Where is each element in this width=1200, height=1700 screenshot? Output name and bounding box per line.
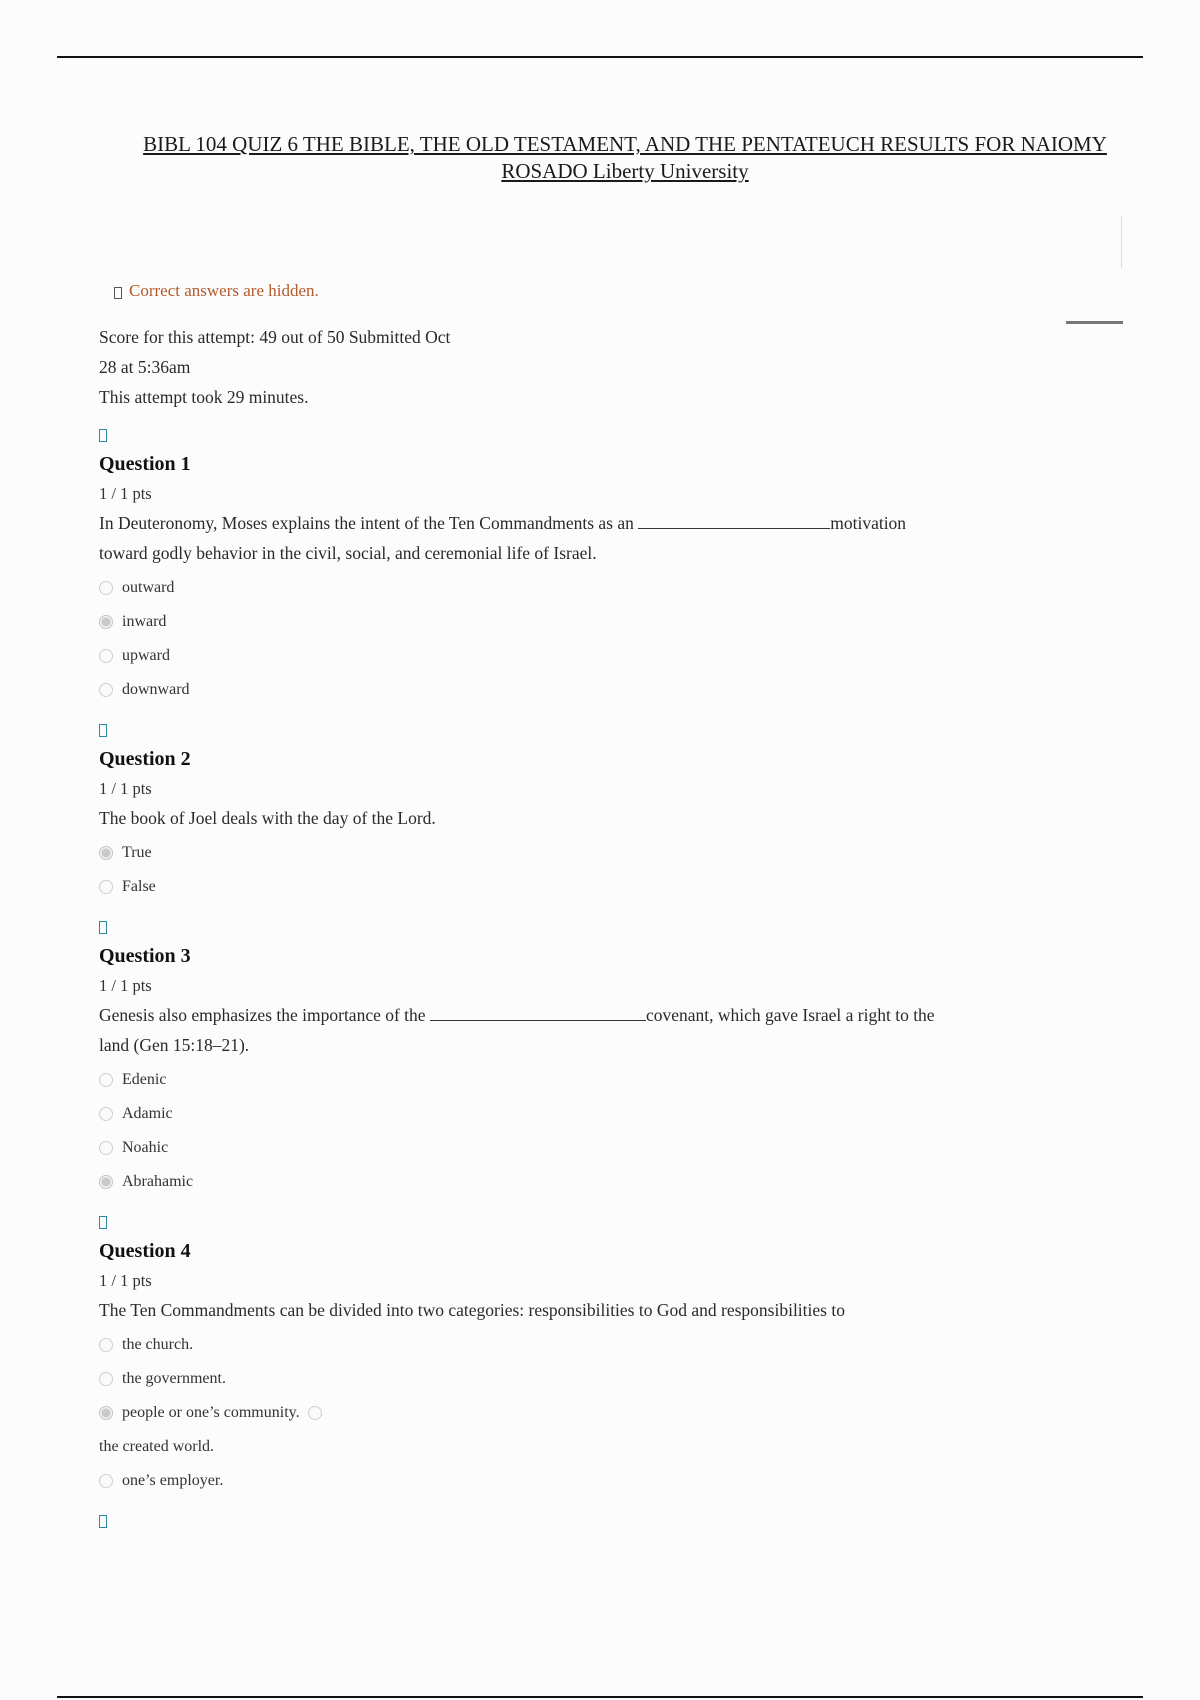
question-title: Question 3 (99, 945, 191, 967)
answer-blank (430, 1002, 646, 1021)
option-label: False (122, 878, 156, 895)
question-text-after: motivation (830, 513, 907, 533)
side-mark (1121, 216, 1122, 268)
answer-option[interactable] (99, 1097, 1059, 1131)
radio-button-selected[interactable] (99, 1175, 113, 1189)
option-label: inward (122, 613, 167, 630)
question-4 (99, 1206, 1059, 1535)
radio-button[interactable] (99, 581, 113, 595)
question-text: The Ten Commandments can be divided into two categories: responsibilities to God and responsibilities to (99, 1300, 845, 1320)
option-label: Abrahamic (122, 1173, 194, 1190)
question-text (99, 508, 1059, 538)
question-text-after: covenant, which gave Israel a right to the (645, 1005, 935, 1025)
question-points: 1 / 1 pts (99, 484, 152, 503)
answer-option-label: the created world. (99, 1438, 215, 1455)
answer-blank (638, 510, 830, 529)
option-label: one’s employer. (122, 1472, 224, 1489)
radio-button[interactable] (99, 1107, 113, 1121)
radio-button[interactable] (99, 683, 113, 697)
answer-option[interactable] (99, 571, 1059, 605)
question-text-before: Genesis also emphasizes the importance of the (99, 1005, 426, 1025)
option-label: upward (122, 647, 170, 664)
radio-button[interactable] (99, 1338, 113, 1352)
option-label: Edenic (122, 1071, 167, 1088)
answer-option[interactable] (99, 1396, 1059, 1430)
score-line: Score for this attempt: 49 out of 50 Submitted Oct (99, 327, 451, 347)
option-label: Noahic (122, 1139, 169, 1156)
question-title: Question 1 (99, 453, 191, 475)
top-rule (57, 56, 1143, 58)
answer-option[interactable] (99, 870, 1059, 904)
radio-button-selected[interactable] (99, 846, 113, 860)
page-title: BIBL 104 QUIZ 6 THE BIBLE, THE OLD TESTAMENT, AND THE PENTATEUCH RESULTS FOR NAIOMY ROSADO Liberty University (143, 132, 1107, 183)
question-3 (99, 911, 1059, 1199)
question-text-line2: land (Gen 15:18–21). (99, 1035, 250, 1055)
question-points: 1 / 1 pts (99, 1271, 152, 1290)
question-1 (99, 419, 1059, 707)
answers-hidden-notice (114, 281, 319, 301)
answer-option[interactable] (99, 1362, 1059, 1396)
answer-option[interactable] (99, 639, 1059, 673)
option-label: the church. (122, 1336, 194, 1353)
option-label: Adamic (122, 1105, 173, 1122)
notice-text: Correct answers are hidden. (129, 281, 319, 300)
answer-option[interactable] (99, 1165, 1059, 1199)
attempt-duration: This attempt took 29 minutes. (99, 387, 309, 407)
answer-option[interactable] (99, 1131, 1059, 1165)
flag-icon[interactable] (99, 921, 107, 934)
option-label: downward (122, 681, 190, 698)
bottom-rule (57, 1696, 1143, 1698)
question-title: Question 2 (99, 748, 191, 770)
question-text-before: In Deuteronomy, Moses explains the intent of the Ten Commandments as an (99, 513, 634, 533)
option-label: outward (122, 579, 175, 596)
option-label: the government. (122, 1370, 226, 1387)
radio-button-selected[interactable] (99, 615, 113, 629)
submitted-line: 28 at 5:36am (99, 357, 191, 377)
info-icon (114, 287, 122, 299)
side-dash (1066, 321, 1123, 324)
radio-button[interactable] (99, 1372, 113, 1386)
question-text-line2: toward godly behavior in the civil, social, and ceremonial life of Israel. (99, 543, 597, 563)
question-text: The book of Joel deals with the day of the Lord. (99, 808, 436, 828)
quiz-results (99, 322, 1059, 1535)
question-points: 1 / 1 pts (99, 779, 152, 798)
question-2 (99, 714, 1059, 904)
radio-button[interactable] (308, 1406, 322, 1420)
radio-button[interactable] (99, 649, 113, 663)
answer-option[interactable] (99, 1328, 1059, 1362)
flag-icon[interactable] (99, 1216, 107, 1229)
answer-option[interactable] (99, 673, 1059, 707)
radio-button-selected[interactable] (99, 1406, 113, 1420)
flag-icon[interactable] (99, 724, 107, 737)
answer-option[interactable] (99, 1063, 1059, 1097)
flag-icon[interactable] (99, 429, 107, 442)
question-title: Question 4 (99, 1240, 191, 1262)
answer-option[interactable] (99, 836, 1059, 870)
option-label: True (122, 844, 152, 861)
radio-button[interactable] (99, 1073, 113, 1087)
option-label: people or one’s community. (122, 1404, 300, 1421)
question-points: 1 / 1 pts (99, 976, 152, 995)
flag-icon[interactable] (99, 1515, 107, 1528)
answer-option[interactable] (99, 605, 1059, 639)
radio-button[interactable] (99, 1141, 113, 1155)
answer-option[interactable] (99, 1464, 1059, 1498)
question-text (99, 1000, 1059, 1030)
radio-button[interactable] (99, 880, 113, 894)
radio-button[interactable] (99, 1474, 113, 1488)
